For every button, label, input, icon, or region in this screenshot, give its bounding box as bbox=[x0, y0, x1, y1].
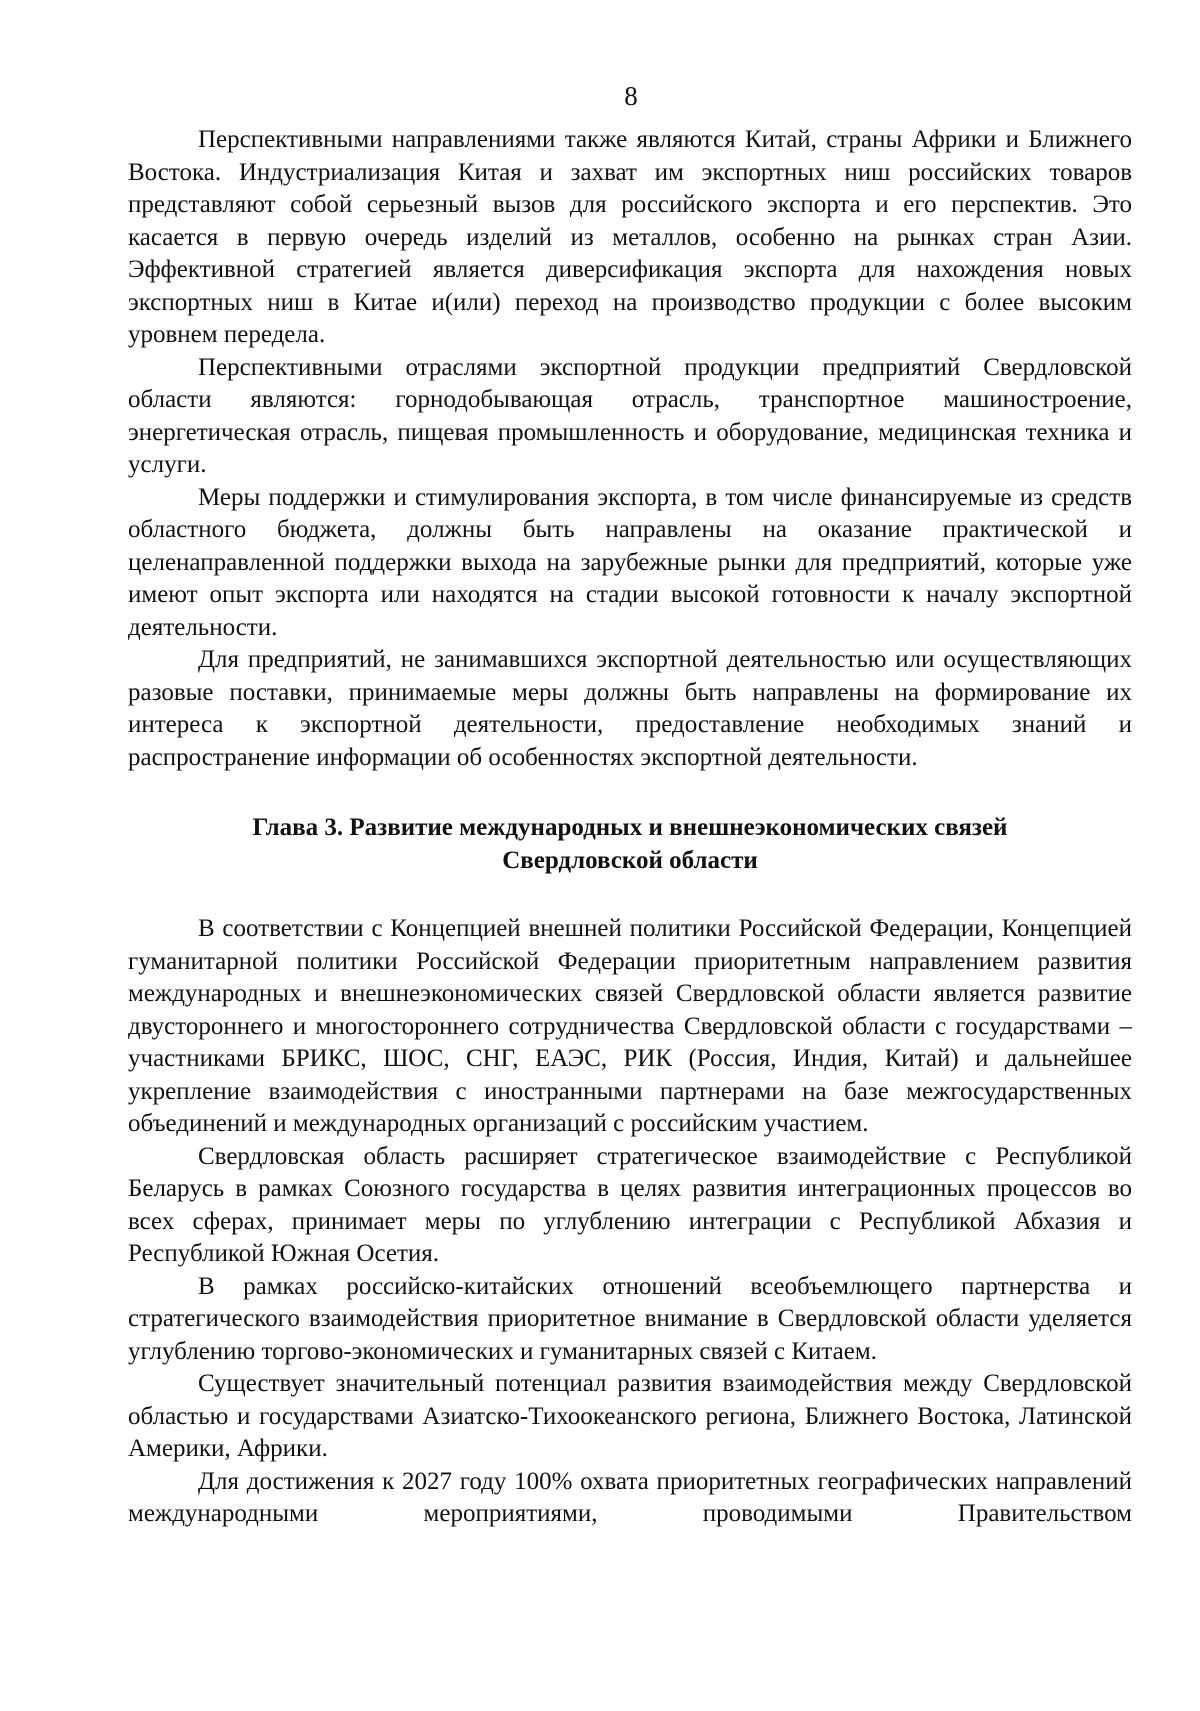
paragraph: Существует значительный потенциал развития взаимодействия между Свердловской областью и государствами Азиатско-Тихоокеанского региона, Ближнего Востока, Латинской Америки, Африки. bbox=[128, 1370, 1132, 1462]
document-body bbox=[128, 124, 1132, 1531]
paragraph: Для достижения к 2027 году 100% охвата приоритетных географических направлений международными мероприятиями, проводимыми Правительством bbox=[128, 1467, 1132, 1527]
paragraph: Свердловская область расширяет стратегическое взаимодействие с Республикой Беларусь в рамках Союзного государства в целях развития интеграционных процессов во всех сферах, принимает меры по углублению интеграции с Республикой Абхазия и Республикой Южная Осетия. bbox=[128, 1142, 1132, 1267]
paragraph: Для предприятий, не занимавшихся экспортной деятельностью или осуществляющих разовые поставки, принимаемые меры должны быть направлены на формирование их интереса к экспортной деятельности, предоставление необходимых знаний и распространение информации об особенностях экспортной деятельности. bbox=[128, 646, 1132, 771]
chapter-heading-line: Глава 3. Развитие международных и внешнеэкономических связей bbox=[252, 814, 1008, 841]
paragraph: Перспективными направлениями также являются Китай, страны Африки и Ближнего Востока. Индустриализация Китая и захват им экспортных ниш российских товаров представляют собой серьезный вызов для российского экспорта и его перспектив. Это касается в первую очередь изделий из металлов, особенно на рынках стран Азии. Эффективной стратегией является диверсификация экспорта для нахождения новых экспортных ниш в Китае и(или) переход на производство продукции с более высоким уровнем передела. bbox=[128, 126, 1132, 348]
paragraph: Перспективными отраслями экспортной продукции предприятий Свердловской области являются: горнодобывающая отрасль, транспортное машиностроение, энергетическая отрасль, пищевая промышленность и оборудование, медицинская техника и услуги. bbox=[128, 353, 1132, 478]
paragraph: Меры поддержки и стимулирования экспорта, в том числе финансируемые из средств областного бюджета, должны быть направлены на оказание практической и целенаправленной поддержки выхода на зарубежные рынки для предприятий, которые уже имеют опыт экспорта или находятся на стадии высокой готовности к началу экспортной деятельности. bbox=[128, 483, 1132, 641]
page-number: 8 bbox=[624, 81, 638, 111]
chapter-heading bbox=[128, 812, 1132, 877]
paragraph: В соответствии с Концепцией внешней политики Российской Федерации, Концепцией гуманитарной политики Российской Федерации приоритетным направлением развития международных и внешнеэкономических связей Свердловской области является развитие двустороннего и многостороннего сотрудничества Свердловской области с государствами – участниками БРИКС, ШОС, СНГ, ЕАЭС, РИК (Россия, Индия, Китай) и дальнейшее укрепление взаимодействия с иностранными партнерами на базе межгосударственных объединений и международных организаций с российским участием. bbox=[128, 915, 1132, 1137]
chapter-heading-line: Свердловской области bbox=[502, 846, 758, 874]
paragraph: В рамках российско-китайских отношений всеобъемлющего партнерства и стратегического взаимодействия приоритетное внимание в Свердловской области уделяется углублению торгово-экономических и гуманитарных связей с Китаем. bbox=[128, 1272, 1132, 1365]
